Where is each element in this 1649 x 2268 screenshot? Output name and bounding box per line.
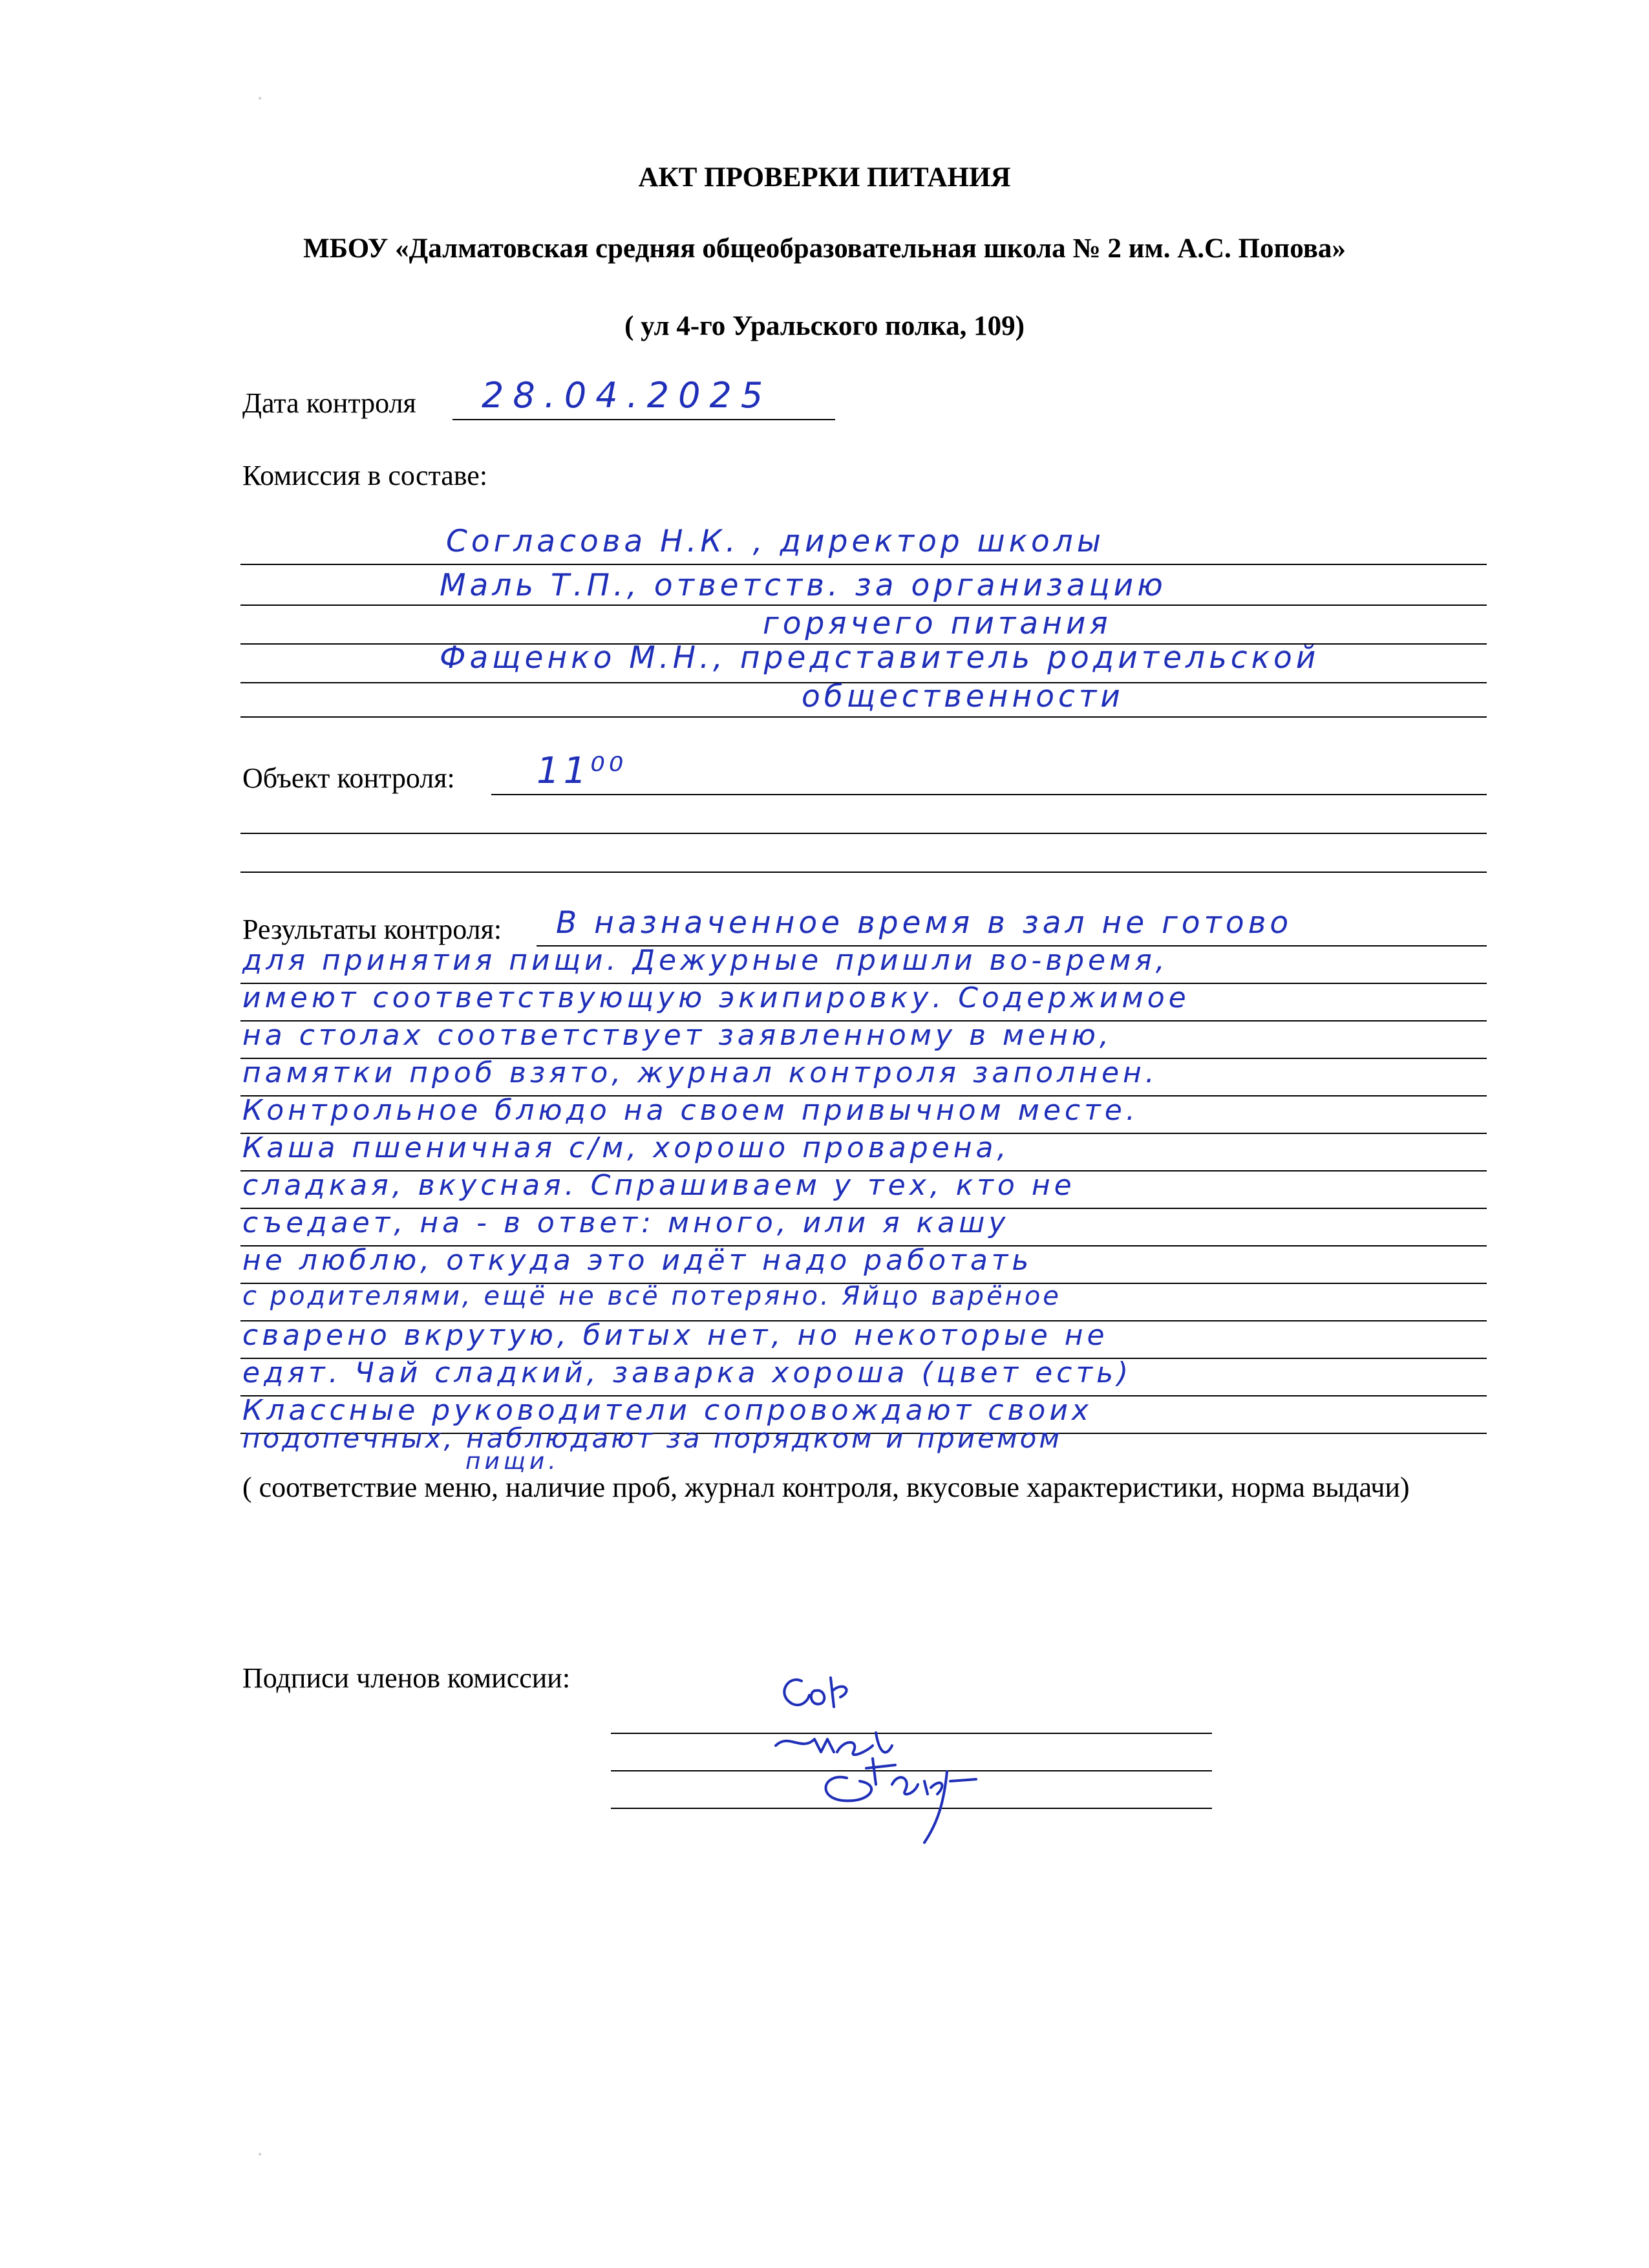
control-date-label: Дата контроля <box>242 387 416 419</box>
results-text-11: с родителями, ещё не всё потеряно. Яйцо варёное <box>242 1281 1061 1311</box>
commission-line-5 <box>240 716 1487 718</box>
results-text-3: имеют соответствующую экипировку. Содержимое <box>242 981 1190 1014</box>
control-object-line-3 <box>240 872 1487 873</box>
commission-line-1 <box>240 564 1487 565</box>
commission-member-3-cont: общественности <box>802 679 1124 714</box>
school-address: ( ул 4-го Уральского полка, 109) <box>624 311 1025 341</box>
results-text-10: не люблю, откуда это идёт надо работать <box>242 1244 1033 1277</box>
commission-member-2: Маль Т.П., ответств. за организацию <box>440 568 1167 603</box>
results-text-8: сладкая, вкусная. Спрашиваем у тех, кто не <box>242 1169 1076 1202</box>
results-text-9: съедает, на - в ответ: много, или я кашу <box>242 1206 1010 1239</box>
document-title: АКТ ПРОВЕРКИ ПИТАНИЯ <box>638 162 1011 193</box>
results-text-1: В назначенное время в зал не готово <box>556 905 1293 941</box>
commission-member-2-cont: горячего питания <box>763 606 1112 641</box>
results-text-16: пищи. <box>465 1448 560 1475</box>
control-object-label: Объект контроля: <box>242 762 455 794</box>
results-text-15: подопечных, наблюдают за порядком и приемом <box>242 1422 1063 1454</box>
control-date-value: 28.04.2025 <box>482 375 772 416</box>
results-text-14: Классные руководители сопровождают своих <box>242 1394 1092 1427</box>
scan-dot <box>259 97 261 100</box>
results-text-2: для принятия пищи. Дежурные пришли во-время, <box>242 944 1169 977</box>
control-date-underline <box>452 419 835 420</box>
results-text-7: Каша пшеничная с/м, хорошо проварена, <box>242 1131 1010 1164</box>
control-object-underline <box>491 794 1487 795</box>
handwritten-signatures <box>763 1655 1034 1849</box>
results-text-6: Контрольное блюдо на своем привычном месте. <box>242 1094 1139 1127</box>
commission-label: Комиссия в составе: <box>242 460 488 491</box>
commission-member-1: Согласова Н.К. , директор школы <box>446 524 1105 559</box>
results-hint: ( соответствие меню, наличие проб, журнал контроля, вкусовые характеристики, норма выдачи) <box>242 1471 1410 1503</box>
results-text-5: памятки проб взято, журнал контроля заполнен. <box>242 1056 1158 1089</box>
school-name: МБОУ «Далматовская средняя общеобразовательная школа № 2 им. А.С. Попова» <box>303 233 1346 264</box>
control-object-value: 11⁰⁰ <box>537 750 628 792</box>
results-text-13: едят. Чай сладкий, заварка хороша (цвет есть) <box>242 1356 1133 1389</box>
commission-member-3: Фащенко М.Н., представитель родительской <box>440 640 1320 676</box>
scan-dot <box>259 2153 261 2156</box>
results-label: Результаты контроля: <box>242 914 502 945</box>
results-text-12: сварено вкрутую, битых нет, но некоторые не <box>242 1319 1109 1352</box>
control-object-line-2 <box>240 833 1487 834</box>
results-text-4: на столах соответствует заявленному в меню, <box>242 1019 1112 1052</box>
signatures-label: Подписи членов комиссии: <box>242 1662 571 1694</box>
